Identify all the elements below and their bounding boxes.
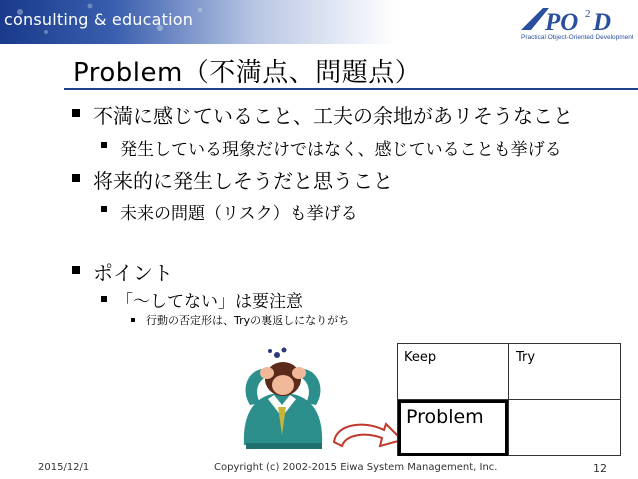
footer-copyright: Copyright (c) 2002-2015 Eiwa System Management, Inc.: [214, 462, 498, 473]
bullet-3: ポイント: [93, 261, 173, 285]
troubled-person-illustration: [232, 345, 342, 460]
po2d-logo-mark: [519, 4, 633, 42]
svg-text:PO: PO: [545, 9, 579, 36]
bullet-2: 将来的に発生しそうだと思うこと: [93, 169, 393, 193]
svg-text:D: D: [593, 9, 612, 36]
bullet-marker: [72, 266, 80, 274]
kpt-try-label: Try: [516, 350, 536, 365]
title-divider: [64, 88, 638, 90]
footer-date: 2015/12/1: [38, 462, 90, 473]
bullet-3-1-1: 行動の否定形は、Tryの裏返しになりがち: [146, 314, 350, 327]
page-number: 12: [593, 462, 607, 475]
svg-text:Practical Object-Oriented Deve: Practical Object-Oriented Development: [521, 34, 633, 41]
bullet-1-1: 発生している現象だけではなく、感じていることも挙げる: [120, 140, 562, 160]
bullet-2-1: 未来の問題（リスク）も挙げる: [120, 204, 358, 224]
bullet-marker: [72, 174, 80, 182]
svg-text:2: 2: [585, 8, 591, 20]
curved-arrow-icon: [328, 410, 408, 452]
bullet-marker: [131, 318, 135, 322]
brand-tagline: consulting & education: [4, 10, 194, 29]
bullet-marker: [101, 142, 107, 148]
bullet-marker: [101, 206, 107, 212]
kpt-keep-label: Keep: [404, 350, 437, 365]
bullet-marker: [101, 296, 107, 302]
po2d-logo: [519, 4, 633, 42]
slide-title: Problem（不満点、問題点）: [73, 58, 422, 88]
bullet-1: 不満に感じていること、工夫の余地があリそうなこと: [93, 104, 573, 128]
kpt-problem-label: Problem: [406, 406, 484, 428]
bullet-3-1: 「～してない」は要注意: [116, 292, 303, 312]
bullet-marker: [72, 109, 80, 117]
